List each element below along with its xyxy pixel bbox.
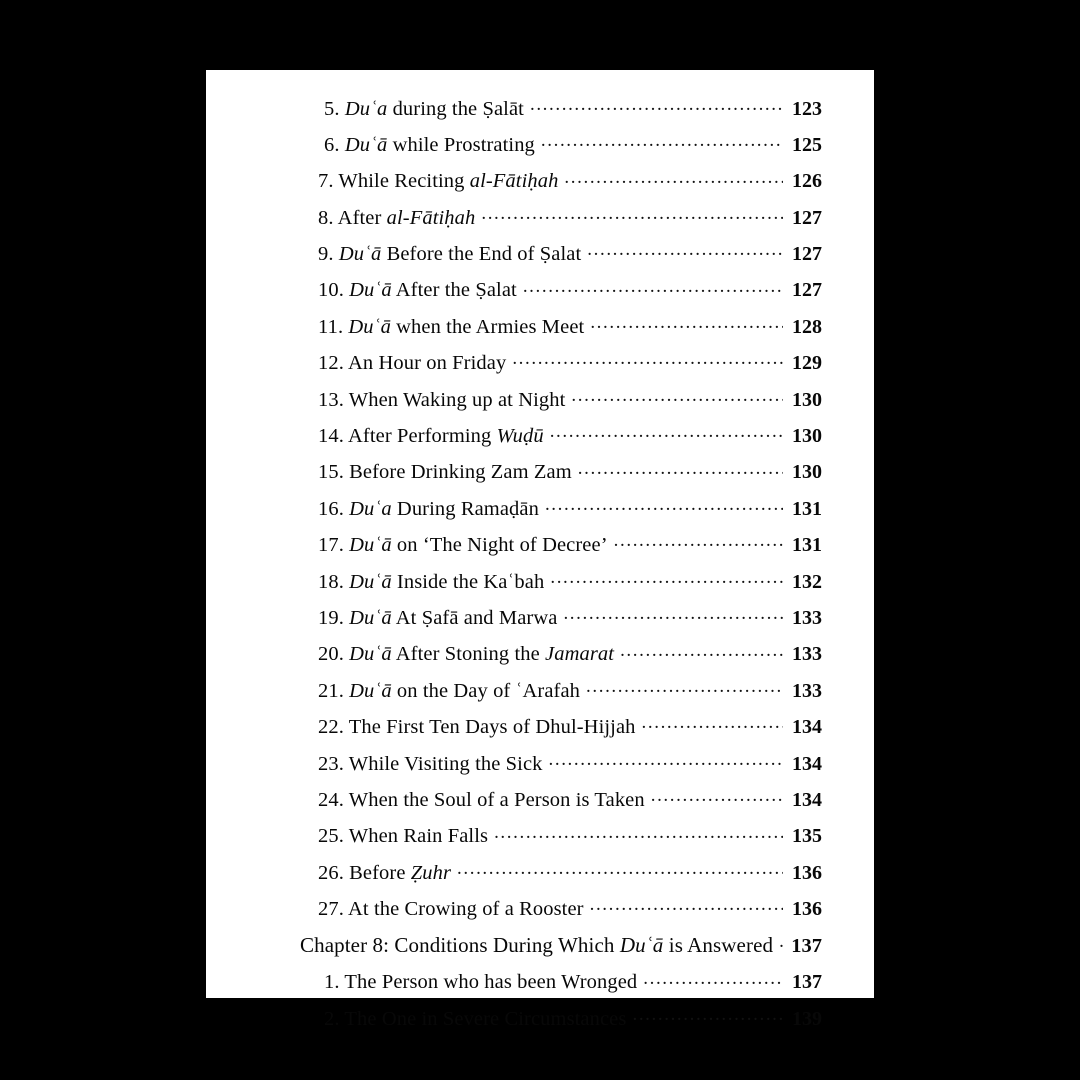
toc-entry[interactable] — [258, 531, 822, 556]
toc-leader-dots — [481, 203, 783, 224]
toc-entry-page-number: 136 — [792, 861, 822, 884]
toc-entry-label: 7. While Reciting al-Fātiḥah — [318, 170, 559, 193]
toc-entry[interactable] — [258, 130, 822, 155]
toc-entry[interactable] — [258, 276, 822, 301]
toc-entry-page-number: 130 — [792, 425, 822, 448]
toc-leader-dots — [586, 676, 783, 697]
toc-leader-dots — [523, 276, 783, 297]
toc-entry-label: 2. The One in Severe Circumstances — [324, 1007, 627, 1030]
toc-entry-page-number: 134 — [792, 788, 822, 811]
toc-entry-page-number: 133 — [792, 606, 822, 629]
toc-entry[interactable] — [258, 749, 822, 774]
toc-entry[interactable] — [258, 494, 822, 519]
toc-leader-dots — [545, 494, 783, 515]
toc-leader-dots — [457, 858, 783, 879]
toc-entry[interactable] — [258, 349, 822, 374]
toc-entry-label: Chapter 8: Conditions During Which Duʿā is Answered — [300, 932, 774, 957]
toc-leader-dots — [549, 749, 784, 770]
toc-entry-label: 13. When Waking up at Night — [318, 388, 566, 411]
toc-entry-label: 11. Duʿā when the Armies Meet — [318, 315, 585, 338]
toc-entry-label: 17. Duʿā on ‘The Night of Decree’ — [318, 534, 608, 557]
toc-entry-page-number: 137 — [792, 971, 822, 994]
toc-entry-page-number: 126 — [792, 170, 822, 193]
toc-leader-dots — [643, 968, 783, 989]
toc-entry-label: 24. When the Soul of a Person is Taken — [318, 788, 645, 811]
toc-entry[interactable] — [258, 458, 822, 483]
toc-leader-dots — [530, 94, 783, 115]
toc-entry-page-number: 127 — [792, 279, 822, 302]
toc-entry-label: 23. While Visiting the Sick — [318, 752, 543, 775]
toc-entry-page-number: 135 — [792, 825, 822, 848]
toc-entry-label: 18. Duʿā Inside the Kaʿbah — [318, 570, 545, 593]
toc-entry-label: 9. Duʿā Before the End of Ṣalat — [318, 243, 582, 266]
toc-entry-page-number: 130 — [792, 461, 822, 484]
toc-entry[interactable] — [258, 312, 822, 337]
toc-entry-label: 12. An Hour on Friday — [318, 352, 507, 375]
toc-entry[interactable] — [258, 167, 822, 192]
toc-entry[interactable] — [258, 603, 822, 628]
toc-entry-page-number: 133 — [792, 679, 822, 702]
toc-leader-dots — [563, 603, 783, 624]
toc-entry[interactable] — [258, 858, 822, 883]
toc-entry-label: 26. Before Ẓuhr — [318, 861, 452, 884]
toc-entry[interactable] — [258, 203, 822, 228]
toc-entry-page-number: 125 — [792, 133, 822, 156]
toc-entry-label: 19. Duʿā At Ṣafā and Marwa — [318, 606, 558, 629]
toc-entry-page-number: 137 — [791, 934, 822, 957]
toc-entry[interactable] — [258, 676, 822, 701]
toc-entry-page-number: 130 — [792, 388, 822, 411]
toc-entry-page-number: 136 — [792, 898, 822, 921]
toc-entry-label: 22. The First Ten Days of Dhul-Hijjah — [318, 716, 636, 739]
toc-entry[interactable] — [258, 785, 822, 810]
toc-entry-label: 27. At the Crowing of a Rooster — [318, 898, 584, 921]
toc-leader-dots — [578, 458, 783, 479]
toc-entry[interactable] — [258, 240, 822, 265]
toc-entry-label: 8. After al-Fātiḥah — [318, 206, 476, 229]
toc-entry-label: 10. Duʿā After the Ṣalat — [318, 279, 517, 302]
toc-entry-label: 14. After Performing Wuḍū — [318, 425, 544, 448]
toc-leader-dots — [651, 785, 783, 806]
toc-entry-page-number: 133 — [792, 643, 822, 666]
toc-entry[interactable] — [258, 640, 822, 665]
toc-leader-dots — [620, 640, 783, 661]
toc-leader-dots — [550, 422, 783, 443]
toc-entry-label: 16. Duʿa During Ramaḍān — [318, 497, 539, 520]
toc-entry-page-number: 131 — [792, 497, 822, 520]
toc-entry[interactable] — [258, 567, 822, 592]
toc-entry[interactable] — [258, 1004, 822, 1029]
toc-leader-dots — [590, 312, 783, 333]
toc-entry[interactable] — [258, 422, 822, 447]
toc-entry-label: 20. Duʿā After Stoning the Jamarat — [318, 643, 615, 666]
toc-entry-page-number: 128 — [792, 315, 822, 338]
toc-entry[interactable] — [258, 94, 822, 119]
toc-entry-page-number: 123 — [792, 97, 822, 120]
toc-leader-dots — [614, 531, 783, 552]
toc-entry-label: 6. Duʿā while Prostrating — [324, 133, 535, 156]
toc-leader-dots — [590, 895, 783, 916]
toc-entry-page-number: 134 — [792, 716, 822, 739]
toc-leader-dots — [779, 931, 783, 952]
toc-leader-dots — [564, 167, 783, 188]
toc-entry[interactable] — [258, 822, 822, 847]
toc-leader-dots — [541, 130, 783, 151]
toc-leader-dots — [632, 1004, 783, 1025]
toc-entry[interactable] — [258, 713, 822, 738]
toc-entry-label: 25. When Rain Falls — [318, 825, 489, 848]
toc-leader-dots — [512, 349, 783, 370]
document-page — [206, 70, 874, 1030]
toc-entry[interactable] — [258, 895, 822, 920]
toc-entry-label: 5. Duʿa during the Ṣalāt — [324, 97, 524, 120]
toc-entry-page-number: 139 — [792, 1007, 822, 1030]
toc-entry-page-number: 131 — [792, 534, 822, 557]
toc-leader-dots — [494, 822, 783, 843]
toc-leader-dots — [642, 713, 783, 734]
toc-entry-page-number: 134 — [792, 752, 822, 775]
toc-entry[interactable] — [258, 968, 822, 993]
toc-entry[interactable] — [258, 931, 822, 957]
toc-entry-label: 21. Duʿā on the Day of ʿArafah — [318, 679, 581, 702]
toc-leader-dots — [550, 567, 783, 588]
toc-leader-dots — [587, 240, 783, 261]
toc-entry-page-number: 129 — [792, 352, 822, 375]
toc-entry-label: 1. The Person who has been Wronged — [324, 971, 638, 994]
table-of-contents — [206, 70, 874, 1029]
toc-entry-page-number: 132 — [792, 570, 822, 593]
toc-leader-dots — [571, 385, 783, 406]
toc-entry-label: 15. Before Drinking Zam Zam — [318, 461, 572, 484]
toc-entry[interactable] — [258, 385, 822, 410]
toc-entry-page-number: 127 — [792, 243, 822, 266]
toc-entry-page-number: 127 — [792, 206, 822, 229]
